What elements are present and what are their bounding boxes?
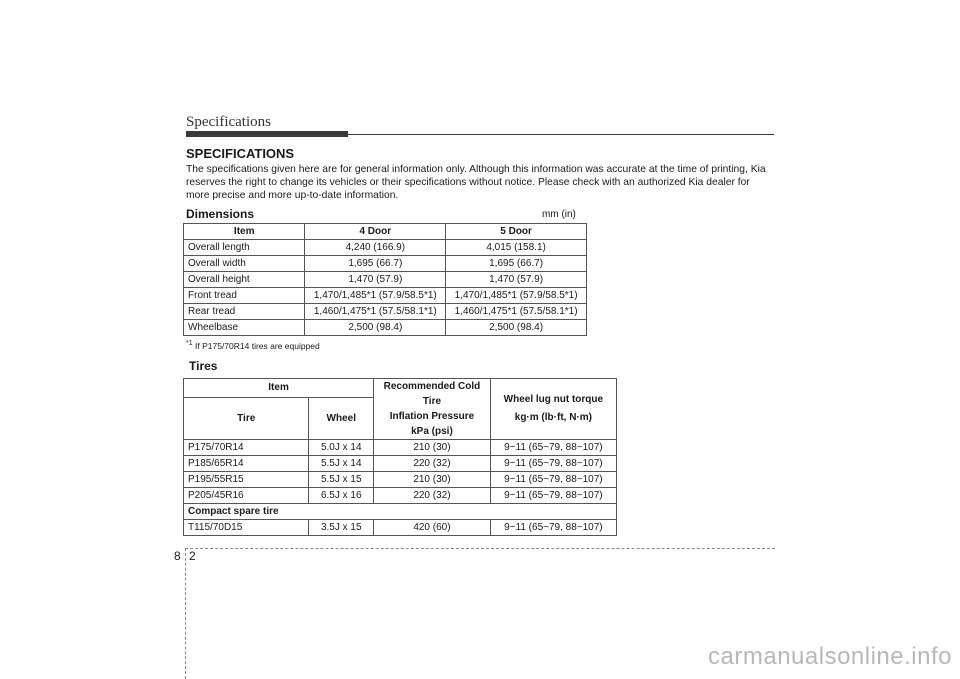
table-cell: 5.0J x 14 (309, 440, 374, 456)
table-cell: P185/65R14 (184, 456, 309, 472)
table-row (184, 488, 617, 504)
footnote-mark: *1 (186, 340, 193, 347)
torque-label-line2: kg·m (lb·ft, N·m) (514, 412, 592, 423)
table-cell: 4,015 (158.1) (446, 240, 587, 256)
table-row (184, 520, 617, 536)
table-cell: 9~11 (65~79, 88~107) (490, 456, 616, 472)
footer-vertical-divider (185, 548, 186, 679)
table-cell: Overall height (184, 272, 305, 288)
dimensions-footnote (186, 340, 320, 351)
table-cell: 9~11 (65~79, 88~107) (490, 488, 616, 504)
table-cell: 4,240 (166.9) (305, 240, 446, 256)
header-bar (186, 131, 348, 137)
tires-table (183, 378, 617, 536)
table-cell: 1,695 (66.7) (305, 256, 446, 272)
table-cell: 6.5J x 16 (309, 488, 374, 504)
dimensions-table (183, 223, 587, 336)
footer-divider (185, 548, 775, 549)
table-cell: 420 (60) (374, 520, 491, 536)
dimensions-heading: Dimensions (186, 207, 255, 221)
chapter-number: 8 (174, 549, 181, 563)
pressure-label-line2: Inflation Pressure (389, 411, 475, 422)
table-cell: 5.5J x 14 (309, 456, 374, 472)
pressure-label-line3: kPa (psi) (411, 426, 453, 437)
table-row (184, 304, 587, 320)
table-cell: 9~11 (65~79, 88~107) (490, 472, 616, 488)
tire-col-item: Item (184, 379, 374, 398)
table-cell: 210 (30) (374, 472, 491, 488)
table-cell: 3.5J x 15 (309, 520, 374, 536)
torque-label-line1: Wheel lug nut torque (503, 394, 604, 405)
table-cell: 9~11 (65~79, 88~107) (490, 520, 616, 536)
table-row (184, 320, 587, 336)
table-row (184, 456, 617, 472)
table-cell: Rear tread (184, 304, 305, 320)
table-cell: 2,500 (98.4) (446, 320, 587, 336)
table-cell: 1,470 (57.9) (305, 272, 446, 288)
tire-col-tire: Tire (184, 397, 309, 439)
table-row (184, 272, 587, 288)
table-row (184, 504, 617, 520)
dim-col-5door: 5 Door (446, 224, 587, 240)
tire-col-wheel: Wheel (309, 397, 374, 439)
tire-col-pressure (374, 379, 491, 440)
table-cell: 1,695 (66.7) (446, 256, 587, 272)
table-row (184, 240, 587, 256)
table-row (184, 472, 617, 488)
table-cell: Front tread (184, 288, 305, 304)
page-header-title: Specifications (186, 114, 271, 130)
table-cell: P175/70R14 (184, 440, 309, 456)
table-cell: Overall length (184, 240, 305, 256)
table-cell: 210 (30) (374, 440, 491, 456)
table-cell: 1,470 (57.9) (446, 272, 587, 288)
table-cell: 1,470/1,485*1 (57.9/58.5*1) (305, 288, 446, 304)
table-cell: 1,470/1,485*1 (57.9/58.5*1) (446, 288, 587, 304)
table-cell: 5.5J x 15 (309, 472, 374, 488)
page-number: 2 (189, 549, 196, 563)
intro-paragraph: The specifications given here are for general information only. Although this information was accurate at the time of printing, Kia reserves the right to change its vehicles or their specifications without notice. Please check with an authorized Kia dealer for more precise and more up-to-date information. (186, 164, 766, 201)
table-row (184, 440, 617, 456)
table-cell: Overall width (184, 256, 305, 272)
table-cell: 2,500 (98.4) (305, 320, 446, 336)
table-cell: 1,460/1,475*1 (57.5/58.1*1) (305, 304, 446, 320)
pressure-label-line1: Recommended Cold Tire (383, 381, 481, 407)
spare-tire-heading: Compact spare tire (184, 504, 617, 520)
table-row (184, 288, 587, 304)
table-cell: P195/55R15 (184, 472, 309, 488)
header-rule (348, 134, 774, 135)
footnote-text: If P175/70R14 tires are equipped (195, 340, 320, 351)
table-cell: 220 (32) (374, 488, 491, 504)
table-cell: 1,460/1,475*1 (57.5/58.1*1) (446, 304, 587, 320)
watermark: carmanualsonline.info (708, 643, 952, 670)
table-cell: T115/70D15 (184, 520, 309, 536)
dimensions-unit: mm (in) (542, 209, 576, 220)
dim-col-4door: 4 Door (305, 224, 446, 240)
dim-col-item: Item (184, 224, 305, 240)
table-cell: 9~11 (65~79, 88~107) (490, 440, 616, 456)
table-cell: 220 (32) (374, 456, 491, 472)
table-row (184, 256, 587, 272)
tires-heading: Tires (189, 359, 218, 373)
tire-col-torque (490, 379, 616, 440)
table-cell: Wheelbase (184, 320, 305, 336)
section-heading: SPECIFICATIONS (186, 146, 295, 161)
table-cell: P205/45R16 (184, 488, 309, 504)
